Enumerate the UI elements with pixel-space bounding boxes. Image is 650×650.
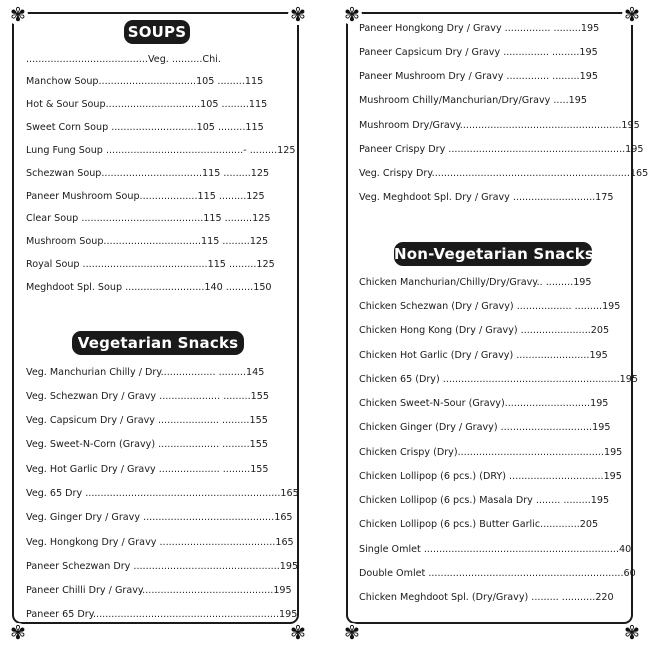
menu-item: Paneer Chilli Dry / Gravy...........................................195 [26, 585, 292, 596]
menu-item: Veg. Manchurian Chilly / Dry.................. .........145 [26, 367, 265, 378]
menu-item: Paneer Mushroom Soup...................115 .........125 [26, 191, 265, 202]
menu-item: Chicken Lollipop (6 pcs.) Butter Garlic.............205 [359, 519, 599, 530]
flower-ornament-icon: ✾ [622, 623, 642, 643]
menu-item: Paneer Schezwan Dry ................................................195 [26, 561, 299, 572]
menu-item: Paneer Hongkong Dry / Gravy ............... .........195 [359, 23, 600, 34]
flower-ornament-icon: ✾ [288, 5, 308, 25]
menu-item: Paneer Capsicum Dry / Gravy ............... .........195 [359, 47, 598, 58]
menu-item: Clear Soup ........................................115 .........125 [26, 213, 271, 224]
menu-item: Veg. Hongkong Dry / Gravy ......................................165 [26, 537, 294, 548]
menu-item: Veg. Schezwan Dry / Gravy .................... .........155 [26, 391, 269, 402]
menu-item: Veg. Meghdoot Spl. Dry / Gravy ...........................175 [359, 192, 614, 203]
flower-ornament-icon: ✾ [342, 623, 362, 643]
menu-item: Schezwan Soup.................................115 .........125 [26, 168, 270, 179]
flower-ornament-icon: ✾ [342, 5, 362, 25]
menu-item: Lung Fung Soup .............................................- .........125 [26, 145, 296, 156]
menu-item: Veg. Crispy Dry.................................................................165 [359, 168, 649, 179]
flower-ornament-icon: ✾ [622, 5, 642, 25]
menu-item: Veg. 65 Dry ................................................................165 [26, 488, 299, 499]
menu-item: Paneer Crispy Dry ..........................................................195 [359, 144, 644, 155]
menu-item: Chicken Sweet-N-Sour (Gravy)............................195 [359, 398, 609, 409]
menu-item: Sweet Corn Soup ............................105 .........115 [26, 122, 264, 133]
soups-column-header: ........................................Veg. ..........Chi. [26, 54, 221, 65]
menu-item: Double Omlet ................................................................60 [359, 568, 636, 579]
menu-item: Chicken Lollipop (6 pcs.) (DRY) ...............................195 [359, 471, 622, 482]
flower-ornament-icon: ✾ [288, 623, 308, 643]
menu-item: Chicken Hong Kong (Dry / Gravy) .......................205 [359, 325, 610, 336]
menu-item: Chicken Schezwan (Dry / Gravy) .................. .........195 [359, 301, 621, 312]
menu-item: Chicken Hot Garlic (Dry / Gravy) ........................195 [359, 350, 608, 361]
menu-item: Chicken Lollipop (6 pcs.) Masala Dry ........ .........195 [359, 495, 610, 506]
section-heading-non-vegetarian-snacks: Non-Vegetarian Snacks [394, 242, 592, 266]
menu-item: Chicken Ginger (Dry / Gravy) ..............................195 [359, 422, 611, 433]
menu-item: Veg. Capsicum Dry / Gravy .................... .........155 [26, 415, 268, 426]
menu-item: Chicken 65 (Dry) ..........................................................195 [359, 374, 638, 385]
menu-item: Paneer Mushroom Dry / Gravy .............. .........195 [359, 71, 598, 82]
menu-item: Veg. Sweet-N-Corn (Gravy) .................... .........155 [26, 439, 268, 450]
flower-ornament-icon: ✾ [8, 5, 28, 25]
menu-item: Single Omlet ................................................................40 [359, 544, 632, 555]
section-heading-soups: SOUPS [124, 20, 190, 44]
menu-item: Paneer 65 Dry.............................................................195 [26, 609, 298, 620]
section-heading-vegetarian-snacks: Vegetarian Snacks [72, 331, 244, 355]
menu-item: Chicken Crispy (Dry)................................................195 [359, 447, 623, 458]
menu-item: Veg. Hot Garlic Dry / Gravy .................... .........155 [26, 464, 269, 475]
menu-item: Manchow Soup................................105 .........115 [26, 76, 264, 87]
menu-item: Mushroom Chilly/Manchurian/Dry/Gravy .....195 [359, 95, 587, 106]
menu-item: Mushroom Dry/Gravy.....................................................195 [359, 120, 640, 131]
menu-item: Mushroom Soup................................115 .........125 [26, 236, 269, 247]
menu-item: Veg. Ginger Dry / Gravy ...........................................165 [26, 512, 293, 523]
menu-item: Meghdoot Spl. Soup ..........................140 .........150 [26, 282, 272, 293]
flower-ornament-icon: ✾ [8, 623, 28, 643]
menu-item: Chicken Meghdoot Spl. (Dry/Gravy) ......... ...........220 [359, 592, 614, 603]
menu-item: Royal Soup .........................................115 .........125 [26, 259, 275, 270]
menu-item: Hot & Sour Soup...............................105 .........115 [26, 99, 268, 110]
menu-item: Chicken Manchurian/Chilly/Dry/Gravy.. .........195 [359, 277, 592, 288]
